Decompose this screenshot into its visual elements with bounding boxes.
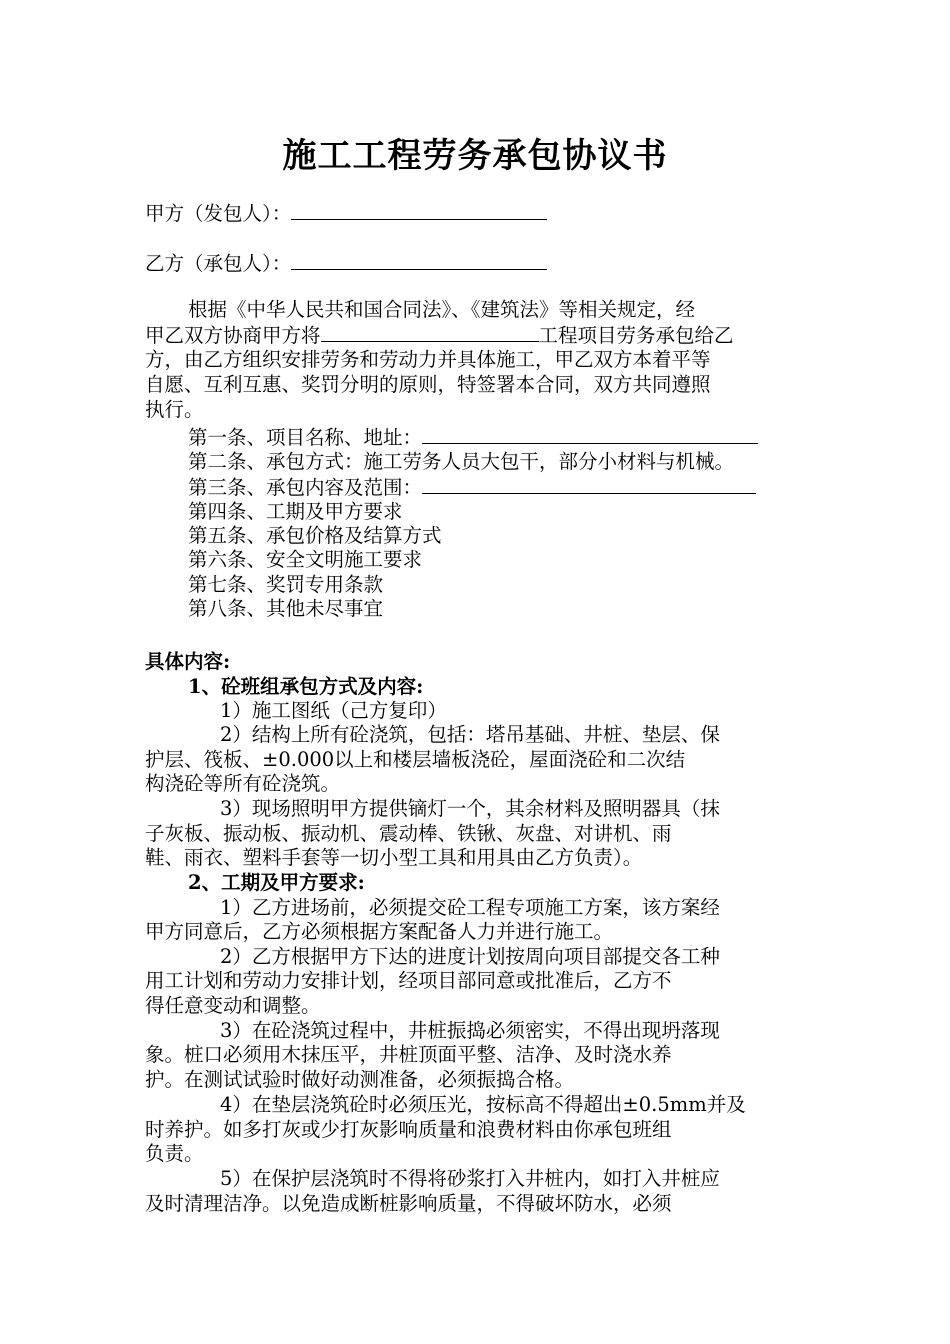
section-1-line: 护层、筏板、±0.000以上和楼层墙板浇砼，屋面浇砼和二次结: [145, 748, 686, 771]
article-3: [188, 475, 853, 500]
section-2-line: 1）乙方进场前，必须提交砼工程专项施工方案，该方案经: [220, 896, 720, 919]
article-text: 第一条、项目名称、地址：: [188, 426, 423, 449]
section-2-line: 及时清理洁净。以免造成断桩影响质量，不得破坏防水，必须: [145, 1192, 672, 1215]
party-b-line: [145, 251, 810, 276]
party-b-blank[interactable]: [291, 251, 547, 270]
section-2-line: 负责。: [145, 1142, 204, 1165]
scope-blank[interactable]: [422, 475, 756, 494]
section-2-line: 5）在保护层浇筑时不得将砂浆打入井桩内，如打入井桩应: [220, 1167, 720, 1190]
preamble-text: 工程项目劳务承包给乙: [538, 324, 734, 347]
section-2-line: 用工计划和劳动力安排计划，经项目部同意或批准后，乙方不: [145, 969, 672, 992]
section-1-line: 鞋、雨衣、塑料手套等一切小型工具和用具由乙方负责）。: [145, 846, 643, 869]
preamble-text: 甲乙双方协商甲方将: [145, 324, 321, 347]
article-5: 第五条、承包价格及结算方式: [188, 524, 442, 547]
section-2-line: 得任意变动和调整。: [145, 994, 321, 1017]
section-1-line: 2）结构上所有砼浇筑，包括：塔吊基础、井桩、垫层、保: [220, 723, 720, 746]
party-b-label: 乙方（承包人）：: [145, 252, 292, 275]
preamble-line: [145, 323, 810, 348]
article-2: 第二条、承包方式：施工劳务人员大包干，部分小材料与机械。: [188, 450, 735, 473]
article-text: 第三条、承包内容及范围：: [188, 476, 423, 499]
section-1-line: 3）现场照明甲方提供镝灯一个，其余材料及照明器具（抹: [220, 797, 720, 820]
party-a-line: [145, 201, 810, 226]
preamble-line: 方，由乙方组织安排劳务和劳动力并具体施工，甲乙双方本着平等: [145, 348, 711, 371]
article-6: 第六条、安全文明施工要求: [188, 548, 423, 571]
preamble-line: 根据《中华人民共和国合同法》、《建筑法》等相关规定，经: [188, 298, 696, 321]
project-address-blank[interactable]: [422, 425, 758, 444]
section-2-line: 3）在砼浇筑过程中，井桩振捣必须密实，不得出现坍落现: [220, 1019, 720, 1042]
section-2-line: 时养护。如多打灰或少打灰影响质量和浪费材料由你承包班组: [145, 1118, 672, 1141]
section-1-line: 构浇砼等所有砼浇筑。: [145, 772, 341, 795]
section-2-line: 护。在测试试验时做好动测准备，必须振捣合格。: [145, 1068, 575, 1091]
section-1-heading: 1、砼班组承包方式及内容:: [188, 675, 424, 698]
article-8: 第八条、其他未尽事宜: [188, 597, 384, 620]
article-7: 第七条、奖罚专用条款: [188, 573, 384, 596]
section-2-heading: 2、工期及甲方要求:: [188, 871, 365, 894]
section-2-line: 2）乙方根据甲方下达的进度计划按周向项目部提交各工种: [220, 945, 720, 968]
details-heading: 具体内容:: [145, 650, 231, 673]
party-a-blank[interactable]: [291, 201, 547, 220]
project-name-blank[interactable]: [321, 323, 539, 342]
document-title: 施工工程劳务承包协议书: [282, 136, 668, 176]
article-1: [188, 425, 853, 450]
section-1-line: 子灰板、振动板、振动机、震动棒、铁锹、灰盘、对讲机、雨: [145, 822, 672, 845]
article-4: 第四条、工期及甲方要求: [188, 500, 403, 523]
party-a-label: 甲方（发包人）：: [145, 202, 292, 225]
section-2-line: 甲方同意后，乙方必须根据方案配备人力并进行施工。: [145, 920, 614, 943]
section-2-line: 4）在垫层浇筑砼时必须压光，按标高不得超出±0.5mm并及: [220, 1093, 746, 1116]
section-2-line: 象。桩口必须用木抹压平，井桩顶面平整、洁净、及时浇水养: [145, 1043, 672, 1066]
section-1-line: 1）施工图纸（己方复印）: [220, 699, 447, 722]
preamble-line: 自愿、互利互惠、奖罚分明的原则，特签署本合同，双方共同遵照: [145, 373, 711, 396]
preamble-line: 执行。: [145, 398, 204, 421]
